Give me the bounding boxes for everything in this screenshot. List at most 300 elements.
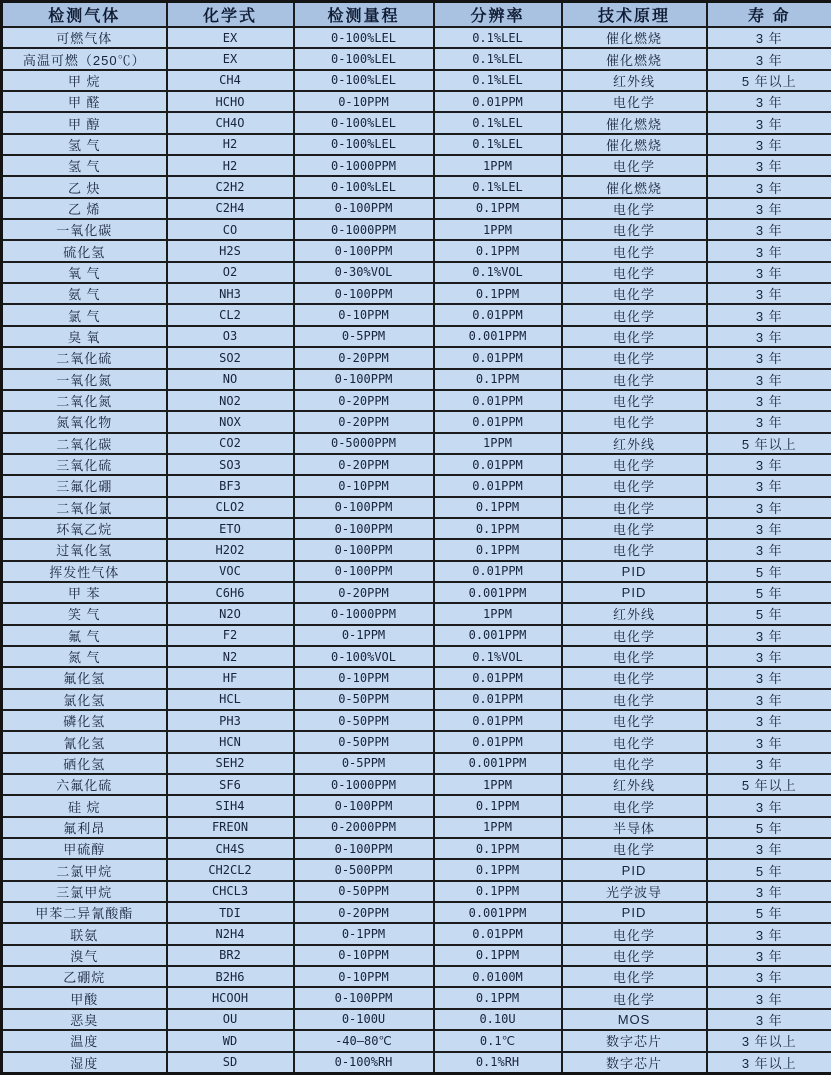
formula-cell: SIH4 <box>167 795 294 816</box>
principle-cell: 电化学 <box>562 198 707 219</box>
lifespan-cell: 3 年 <box>707 326 831 347</box>
range-cell: 0-500PPM <box>294 859 434 880</box>
resolution-cell: 0.1PPM <box>434 283 562 304</box>
principle-cell: 电化学 <box>562 454 707 475</box>
gas-name-cell: 甲硫醇 <box>2 838 167 859</box>
principle-cell: 电化学 <box>562 91 707 112</box>
lifespan-cell: 3 年 <box>707 689 831 710</box>
lifespan-cell: 5 年 <box>707 603 831 624</box>
table-row <box>2 70 831 91</box>
range-cell: 0-100PPM <box>294 838 434 859</box>
resolution-cell: 0.01PPM <box>434 411 562 432</box>
range-cell: 0-20PPM <box>294 902 434 923</box>
formula-cell: SO3 <box>167 454 294 475</box>
table-row <box>2 326 831 347</box>
lifespan-cell: 3 年 <box>707 966 831 987</box>
principle-cell: 电化学 <box>562 390 707 411</box>
column-header-resolution: 分辨率 <box>434 2 562 28</box>
column-header-lifespan: 寿 命 <box>707 2 831 28</box>
range-cell: 0-100%LEL <box>294 134 434 155</box>
table-row <box>2 1052 831 1074</box>
formula-cell: EX <box>167 48 294 69</box>
range-cell: 0-100PPM <box>294 539 434 560</box>
principle-cell: 数字芯片 <box>562 1030 707 1051</box>
table-row <box>2 753 831 774</box>
lifespan-cell: 3 年 <box>707 987 831 1008</box>
table-row <box>2 219 831 240</box>
gas-name-cell: 二氧化硫 <box>2 347 167 368</box>
gas-name-cell: 六氟化硫 <box>2 774 167 795</box>
range-cell: 0-100%LEL <box>294 70 434 91</box>
lifespan-cell: 3 年 <box>707 923 831 944</box>
gas-name-cell: 臭 氧 <box>2 326 167 347</box>
gas-name-cell: 硫化氢 <box>2 240 167 261</box>
formula-cell: EX <box>167 27 294 48</box>
lifespan-cell: 5 年以上 <box>707 433 831 454</box>
gas-name-cell: 溴气 <box>2 945 167 966</box>
range-cell: 0-20PPM <box>294 411 434 432</box>
range-cell: 0-20PPM <box>294 390 434 411</box>
lifespan-cell: 5 年 <box>707 859 831 880</box>
resolution-cell: 0.001PPM <box>434 582 562 603</box>
principle-cell: 电化学 <box>562 539 707 560</box>
gas-name-cell: 二氧化氯 <box>2 497 167 518</box>
gas-name-cell: 二氧化氮 <box>2 390 167 411</box>
formula-cell: N2O <box>167 603 294 624</box>
range-cell: 0-100%LEL <box>294 112 434 133</box>
range-cell: 0-100PPM <box>294 987 434 1008</box>
range-cell: -40—80℃ <box>294 1030 434 1051</box>
formula-cell: HCHO <box>167 91 294 112</box>
table-row <box>2 646 831 667</box>
lifespan-cell: 3 年以上 <box>707 1052 831 1074</box>
formula-cell: H2O2 <box>167 539 294 560</box>
formula-cell: HF <box>167 667 294 688</box>
lifespan-cell: 3 年 <box>707 155 831 176</box>
range-cell: 0-100U <box>294 1009 434 1030</box>
resolution-cell: 0.1%LEL <box>434 176 562 197</box>
table-row <box>2 91 831 112</box>
formula-cell: NOX <box>167 411 294 432</box>
table-row <box>2 1030 831 1051</box>
gas-name-cell: 氯化氢 <box>2 689 167 710</box>
formula-cell: C2H4 <box>167 198 294 219</box>
resolution-cell: 0.1PPM <box>434 859 562 880</box>
principle-cell: 电化学 <box>562 945 707 966</box>
range-cell: 0-10PPM <box>294 304 434 325</box>
table-row <box>2 731 831 752</box>
resolution-cell: 0.1%LEL <box>434 27 562 48</box>
gas-name-cell: 甲 烷 <box>2 70 167 91</box>
formula-cell: SO2 <box>167 347 294 368</box>
gas-name-cell: 硅 烷 <box>2 795 167 816</box>
table-row <box>2 987 831 1008</box>
table-row <box>2 369 831 390</box>
principle-cell: 电化学 <box>562 689 707 710</box>
table-row <box>2 881 831 902</box>
gas-name-cell: 乙 烯 <box>2 198 167 219</box>
table-row <box>2 774 831 795</box>
table-row <box>2 603 831 624</box>
resolution-cell: 0.01PPM <box>434 475 562 496</box>
lifespan-cell: 3 年 <box>707 518 831 539</box>
range-cell: 0-50PPM <box>294 689 434 710</box>
gas-name-cell: 氟利昂 <box>2 817 167 838</box>
formula-cell: CH4O <box>167 112 294 133</box>
principle-cell: PID <box>562 859 707 880</box>
lifespan-cell: 5 年 <box>707 817 831 838</box>
gas-name-cell: 氟化氢 <box>2 667 167 688</box>
principle-cell: 红外线 <box>562 774 707 795</box>
table-header-row <box>2 2 831 28</box>
principle-cell: 电化学 <box>562 646 707 667</box>
resolution-cell: 0.001PPM <box>434 625 562 646</box>
range-cell: 0-100%LEL <box>294 27 434 48</box>
lifespan-cell: 3 年 <box>707 240 831 261</box>
gas-name-cell: 乙硼烷 <box>2 966 167 987</box>
resolution-cell: 0.1℃ <box>434 1030 562 1051</box>
principle-cell: 电化学 <box>562 987 707 1008</box>
table-row <box>2 198 831 219</box>
principle-cell: 电化学 <box>562 731 707 752</box>
formula-cell: PH3 <box>167 710 294 731</box>
gas-name-cell: 氟 气 <box>2 625 167 646</box>
gas-name-cell: 氮 气 <box>2 646 167 667</box>
gas-name-cell: 三氟化硼 <box>2 475 167 496</box>
gas-name-cell: 过氧化氢 <box>2 539 167 560</box>
gas-name-cell: 乙 炔 <box>2 176 167 197</box>
resolution-cell: 0.1PPM <box>434 539 562 560</box>
range-cell: 0-10PPM <box>294 945 434 966</box>
range-cell: 0-100%VOL <box>294 646 434 667</box>
resolution-cell: 0.1%LEL <box>434 48 562 69</box>
lifespan-cell: 3 年 <box>707 753 831 774</box>
table-row <box>2 347 831 368</box>
formula-cell: C6H6 <box>167 582 294 603</box>
formula-cell: VOC <box>167 561 294 582</box>
resolution-cell: 0.01PPM <box>434 454 562 475</box>
principle-cell: 红外线 <box>562 433 707 454</box>
formula-cell: OU <box>167 1009 294 1030</box>
lifespan-cell: 3 年 <box>707 625 831 646</box>
column-header-formula: 化学式 <box>167 2 294 28</box>
column-header-gas-name: 检测气体 <box>2 2 167 28</box>
lifespan-cell: 3 年 <box>707 369 831 390</box>
table-row <box>2 433 831 454</box>
table-row <box>2 304 831 325</box>
formula-cell: CL2 <box>167 304 294 325</box>
resolution-cell: 0.001PPM <box>434 753 562 774</box>
gas-name-cell: 氢 气 <box>2 134 167 155</box>
range-cell: 0-100%LEL <box>294 176 434 197</box>
gas-name-cell: 一氧化氮 <box>2 369 167 390</box>
range-cell: 0-20PPM <box>294 347 434 368</box>
principle-cell: 电化学 <box>562 795 707 816</box>
table-row <box>2 1009 831 1030</box>
table-row <box>2 817 831 838</box>
principle-cell: 半导体 <box>562 817 707 838</box>
principle-cell: 催化燃烧 <box>562 134 707 155</box>
lifespan-cell: 3 年 <box>707 539 831 560</box>
lifespan-cell: 3 年 <box>707 347 831 368</box>
gas-name-cell: 氰化氢 <box>2 731 167 752</box>
principle-cell: 电化学 <box>562 411 707 432</box>
table-row <box>2 518 831 539</box>
table-row <box>2 411 831 432</box>
resolution-cell: 0.0100M <box>434 966 562 987</box>
table-row <box>2 48 831 69</box>
formula-cell: N2 <box>167 646 294 667</box>
formula-cell: ETO <box>167 518 294 539</box>
lifespan-cell: 3 年 <box>707 283 831 304</box>
lifespan-cell: 3 年 <box>707 27 831 48</box>
resolution-cell: 0.001PPM <box>434 326 562 347</box>
formula-cell: NO <box>167 369 294 390</box>
gas-name-cell: 氮氧化物 <box>2 411 167 432</box>
principle-cell: 电化学 <box>562 155 707 176</box>
table-row <box>2 134 831 155</box>
range-cell: 0-100PPM <box>294 795 434 816</box>
lifespan-cell: 3 年 <box>707 411 831 432</box>
range-cell: 0-100%LEL <box>294 48 434 69</box>
principle-cell: 光学波导 <box>562 881 707 902</box>
gas-name-cell: 挥发性气体 <box>2 561 167 582</box>
range-cell: 0-1000PPM <box>294 219 434 240</box>
resolution-cell: 0.1%LEL <box>434 134 562 155</box>
resolution-cell: 1PPM <box>434 433 562 454</box>
lifespan-cell: 3 年 <box>707 795 831 816</box>
formula-cell: CO <box>167 219 294 240</box>
range-cell: 0-50PPM <box>294 710 434 731</box>
range-cell: 0-10PPM <box>294 667 434 688</box>
gas-name-cell: 甲 醛 <box>2 91 167 112</box>
resolution-cell: 0.01PPM <box>434 304 562 325</box>
resolution-cell: 0.01PPM <box>434 731 562 752</box>
lifespan-cell: 3 年 <box>707 91 831 112</box>
resolution-cell: 0.01PPM <box>434 347 562 368</box>
gas-name-cell: 三氧化硫 <box>2 454 167 475</box>
lifespan-cell: 3 年 <box>707 262 831 283</box>
formula-cell: CLO2 <box>167 497 294 518</box>
formula-cell: B2H6 <box>167 966 294 987</box>
gas-name-cell: 硒化氢 <box>2 753 167 774</box>
gas-name-cell: 二氧化碳 <box>2 433 167 454</box>
gas-name-cell: 联氨 <box>2 923 167 944</box>
table-row <box>2 859 831 880</box>
table-row <box>2 283 831 304</box>
table-row <box>2 667 831 688</box>
principle-cell: 催化燃烧 <box>562 112 707 133</box>
range-cell: 0-100PPM <box>294 240 434 261</box>
formula-cell: N2H4 <box>167 923 294 944</box>
principle-cell: 数字芯片 <box>562 1052 707 1074</box>
principle-cell: 红外线 <box>562 70 707 91</box>
table-row <box>2 795 831 816</box>
gas-name-cell: 氨 气 <box>2 283 167 304</box>
resolution-cell: 0.01PPM <box>434 923 562 944</box>
range-cell: 0-100%RH <box>294 1052 434 1074</box>
principle-cell: 电化学 <box>562 283 707 304</box>
range-cell: 0-5000PPM <box>294 433 434 454</box>
table-row <box>2 27 831 48</box>
principle-cell: PID <box>562 561 707 582</box>
gas-name-cell: 恶臭 <box>2 1009 167 1030</box>
lifespan-cell: 3 年 <box>707 134 831 155</box>
range-cell: 0-100PPM <box>294 283 434 304</box>
range-cell: 0-20PPM <box>294 454 434 475</box>
range-cell: 0-50PPM <box>294 731 434 752</box>
range-cell: 0-10PPM <box>294 966 434 987</box>
lifespan-cell: 3 年 <box>707 112 831 133</box>
table-row <box>2 561 831 582</box>
gas-name-cell: 氯 气 <box>2 304 167 325</box>
resolution-cell: 1PPM <box>434 603 562 624</box>
principle-cell: 电化学 <box>562 497 707 518</box>
lifespan-cell: 5 年 <box>707 561 831 582</box>
lifespan-cell: 3 年 <box>707 1009 831 1030</box>
formula-cell: BF3 <box>167 475 294 496</box>
formula-cell: H2S <box>167 240 294 261</box>
lifespan-cell: 3 年 <box>707 304 831 325</box>
principle-cell: PID <box>562 582 707 603</box>
resolution-cell: 1PPM <box>434 817 562 838</box>
range-cell: 0-20PPM <box>294 582 434 603</box>
resolution-cell: 0.1PPM <box>434 369 562 390</box>
resolution-cell: 1PPM <box>434 219 562 240</box>
resolution-cell: 0.1PPM <box>434 795 562 816</box>
formula-cell: C2H2 <box>167 176 294 197</box>
lifespan-cell: 3 年 <box>707 710 831 731</box>
principle-cell: 电化学 <box>562 369 707 390</box>
gas-name-cell: 氧 气 <box>2 262 167 283</box>
resolution-cell: 1PPM <box>434 155 562 176</box>
lifespan-cell: 3 年以上 <box>707 1030 831 1051</box>
principle-cell: 电化学 <box>562 518 707 539</box>
resolution-cell: 0.1%VOL <box>434 646 562 667</box>
resolution-cell: 0.1PPM <box>434 518 562 539</box>
range-cell: 0-100PPM <box>294 518 434 539</box>
formula-cell: SEH2 <box>167 753 294 774</box>
lifespan-cell: 3 年 <box>707 176 831 197</box>
lifespan-cell: 3 年 <box>707 838 831 859</box>
principle-cell: 红外线 <box>562 603 707 624</box>
gas-name-cell: 甲苯二异氰酸酯 <box>2 902 167 923</box>
formula-cell: H2 <box>167 155 294 176</box>
table-row <box>2 710 831 731</box>
lifespan-cell: 3 年 <box>707 731 831 752</box>
lifespan-cell: 3 年 <box>707 667 831 688</box>
gas-name-cell: 湿度 <box>2 1052 167 1074</box>
gas-name-cell: 可燃气体 <box>2 27 167 48</box>
formula-cell: CH4 <box>167 70 294 91</box>
formula-cell: CO2 <box>167 433 294 454</box>
resolution-cell: 1PPM <box>434 774 562 795</box>
formula-cell: TDI <box>167 902 294 923</box>
resolution-cell: 0.1%VOL <box>434 262 562 283</box>
resolution-cell: 0.1PPM <box>434 838 562 859</box>
lifespan-cell: 5 年以上 <box>707 774 831 795</box>
resolution-cell: 0.1PPM <box>434 881 562 902</box>
gas-name-cell: 笑 气 <box>2 603 167 624</box>
gas-name-cell: 环氧乙烷 <box>2 518 167 539</box>
range-cell: 0-100PPM <box>294 198 434 219</box>
resolution-cell: 0.001PPM <box>434 902 562 923</box>
range-cell: 0-5PPM <box>294 753 434 774</box>
formula-cell: CH2CL2 <box>167 859 294 880</box>
lifespan-cell: 5 年 <box>707 902 831 923</box>
table-row <box>2 945 831 966</box>
lifespan-cell: 5 年以上 <box>707 70 831 91</box>
lifespan-cell: 3 年 <box>707 475 831 496</box>
gas-name-cell: 甲 醇 <box>2 112 167 133</box>
range-cell: 0-100PPM <box>294 497 434 518</box>
range-cell: 0-1PPM <box>294 625 434 646</box>
lifespan-cell: 3 年 <box>707 48 831 69</box>
resolution-cell: 0.01PPM <box>434 710 562 731</box>
table-row <box>2 539 831 560</box>
table-row <box>2 582 831 603</box>
formula-cell: NH3 <box>167 283 294 304</box>
resolution-cell: 0.01PPM <box>434 390 562 411</box>
range-cell: 0-30%VOL <box>294 262 434 283</box>
principle-cell: 电化学 <box>562 240 707 261</box>
principle-cell: 电化学 <box>562 838 707 859</box>
column-header-range: 检测量程 <box>294 2 434 28</box>
formula-cell: O3 <box>167 326 294 347</box>
resolution-cell: 0.01PPM <box>434 667 562 688</box>
principle-cell: 电化学 <box>562 326 707 347</box>
table-row <box>2 689 831 710</box>
formula-cell: O2 <box>167 262 294 283</box>
principle-cell: 电化学 <box>562 262 707 283</box>
range-cell: 0-1000PPM <box>294 603 434 624</box>
resolution-cell: 0.01PPM <box>434 689 562 710</box>
principle-cell: 电化学 <box>562 347 707 368</box>
principle-cell: 催化燃烧 <box>562 27 707 48</box>
gas-name-cell: 二氯甲烷 <box>2 859 167 880</box>
principle-cell: 电化学 <box>562 304 707 325</box>
gas-name-cell: 一氧化碳 <box>2 219 167 240</box>
lifespan-cell: 5 年 <box>707 582 831 603</box>
principle-cell: 电化学 <box>562 923 707 944</box>
range-cell: 0-1000PPM <box>294 774 434 795</box>
resolution-cell: 0.1%LEL <box>434 70 562 91</box>
formula-cell: WD <box>167 1030 294 1051</box>
lifespan-cell: 3 年 <box>707 881 831 902</box>
resolution-cell: 0.10U <box>434 1009 562 1030</box>
table-row <box>2 497 831 518</box>
table-row <box>2 155 831 176</box>
table-row <box>2 475 831 496</box>
table-row <box>2 390 831 411</box>
range-cell: 0-50PPM <box>294 881 434 902</box>
principle-cell: 催化燃烧 <box>562 48 707 69</box>
resolution-cell: 0.1PPM <box>434 945 562 966</box>
range-cell: 0-5PPM <box>294 326 434 347</box>
gas-name-cell: 磷化氢 <box>2 710 167 731</box>
table-row <box>2 625 831 646</box>
table-row <box>2 923 831 944</box>
gas-name-cell: 温度 <box>2 1030 167 1051</box>
lifespan-cell: 3 年 <box>707 497 831 518</box>
gas-name-cell: 甲酸 <box>2 987 167 1008</box>
range-cell: 0-10PPM <box>294 91 434 112</box>
formula-cell: HCL <box>167 689 294 710</box>
range-cell: 0-10PPM <box>294 475 434 496</box>
range-cell: 0-100PPM <box>294 369 434 390</box>
resolution-cell: 0.1PPM <box>434 198 562 219</box>
principle-cell: PID <box>562 902 707 923</box>
